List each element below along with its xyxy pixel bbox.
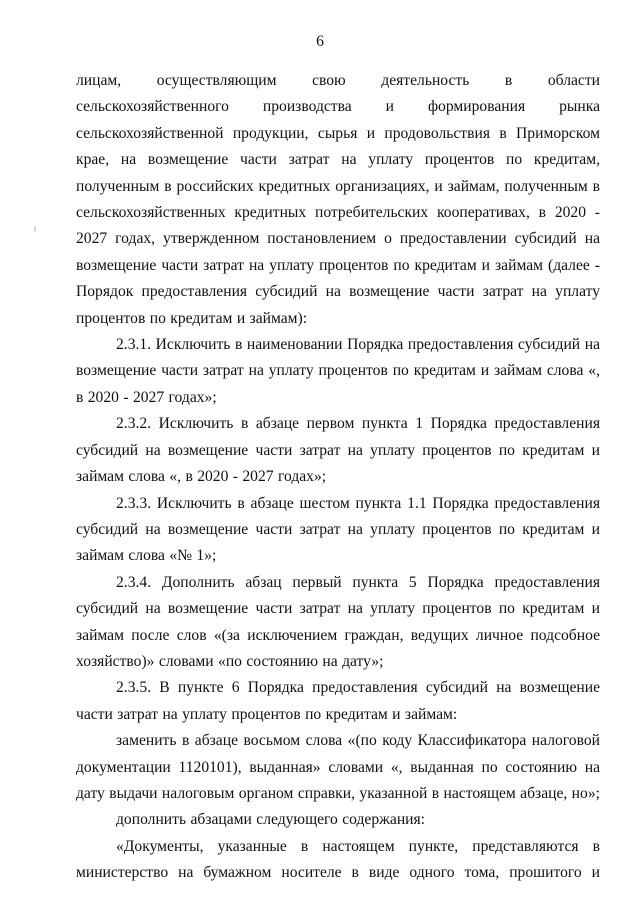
paragraph-replace-words: заменить в абзаце восьмом слова «(по коду Классификатора налоговой документации 1120101), выданная» словами «, выданная по состоянию на дату выдачи налоговым органом справки, указанной в настоящем абзаце, но»;	[76, 732, 600, 802]
paragraph-2-3-3: 2.3.3. Исключить в абзаце шестом пункта 1.1 Порядка предоставления субсидий на возмещение части затрат на уплату процентов по кредитам и займам слова «№ 1»;	[76, 494, 600, 565]
paragraph-documents-quote: «Документы, указанные в настоящем пункте, представляются в министерство на бумажном носителе в виде одного тома, прошитого и	[76, 837, 600, 882]
document-body	[76, 68, 600, 887]
scan-speck	[34, 226, 36, 232]
paragraph-add-clauses: дополнить абзацами следующего содержания:	[116, 811, 426, 829]
paragraph-2-3-5: 2.3.5. В пункте 6 Порядка предоставления субсидий на возмещение части затрат на уплату процентов по кредитам и займам:	[76, 679, 600, 723]
paragraph-2-3-2: 2.3.2. Исключить в абзаце первом пункта 1 Порядка предоставления субсидий на возмещение части затрат на уплату процентов по кредитам и займам слова «, в 2020 - 2027 годах»;	[76, 415, 600, 486]
paragraph-2-3-4: 2.3.4. Дополнить абзац первый пункта 5 Порядка предоставления субсидий на возмещение части затрат на уплату процентов по кредитам и займам после слов «(за исключением граждан, ведущих личное подсобное хозяйство)» словами «по состоянию на дату»;	[76, 573, 600, 670]
paragraph-2-3-1: 2.3.1. Исключить в наименовании Порядка предоставления субсидий на возмещение части затрат на уплату процентов по кредитам и займам слова «, в 2020 - 2027 годах»;	[76, 336, 600, 406]
page-number: 6	[316, 33, 324, 50]
paragraph-continuation: лицам, осуществляющим свою деятельность в области сельскохозяйственного производства и формирования рынка сельскохозяйственной продукции, сырья и продовольствия в Приморском крае, на возмещение части затрат на уплату процентов по кредитам, полученным в российских кредитных организациях, и займам, полученным в сельскохозяйственных кредитных потребительских кооперативах, в 2020 - 2027 годах, утвержденном постановлением о предоставлении субсидий на возмещение части затрат на уплату процентов по кредитам и займам (далее - Порядок предоставления субсидий на возмещение части затрат на уплату процентов по кредитам и займам):	[76, 72, 600, 327]
